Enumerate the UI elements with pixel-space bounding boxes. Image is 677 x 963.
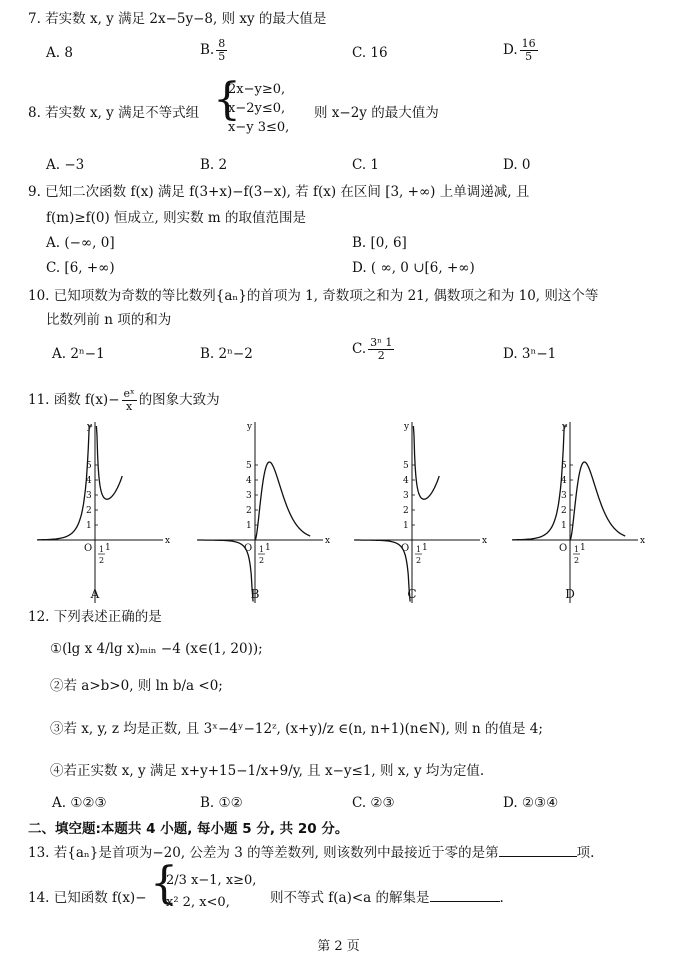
q8-option-d: D. 0 [503, 157, 531, 173]
x-tick-one: 1 [105, 543, 111, 553]
y-tick-label: 5 [403, 461, 409, 471]
y-tick-label: 2 [403, 506, 409, 516]
origin-label: O [401, 543, 410, 554]
curve-left [512, 426, 567, 540]
x-tick-half-num: 1 [574, 545, 580, 554]
page-footer: 第 2 页 [317, 939, 360, 954]
y-tick-label: 3 [246, 491, 252, 501]
y-tick-label: 4 [561, 476, 567, 486]
y-tick-label: 5 [561, 461, 567, 471]
q10-line1: 10. 已知项数为奇数的等比数列{aₙ}的首项为 1, 奇数项之和为 21, 偶数项之和为 10, 则这个等 [28, 288, 599, 304]
graph-C [352, 418, 492, 608]
x-axis-label: x [165, 536, 171, 546]
origin-label: O [244, 543, 253, 554]
q12-option-c: C. ②③ [352, 795, 395, 811]
q12-statement-1: ①(lg x 4/lg x)ₘᵢₙ −4 (x∈(1, 20)); [50, 641, 263, 657]
q8-system: 2x−y≥0, x−2y≤0, x−y 3≤0, [228, 82, 290, 135]
graph-label: A [90, 587, 100, 601]
q12-statement-3: ③若 x, y, z 均是正数, 且 3ˣ−4ʸ−12ᶻ, (x+y)/z ∈(n, n+1)(n∈N), 则 n 的值是 4; [50, 721, 543, 737]
q10-option-d: D. 3ⁿ−1 [503, 346, 557, 362]
curve-right [413, 426, 439, 499]
x-axis-label: x [482, 536, 488, 546]
graph-B [195, 418, 335, 608]
q9-line2: f(m)≥f(0) 恒成立, 则实数 m 的取值范围是 [46, 210, 307, 226]
q10-option-b: B. 2ⁿ−2 [200, 346, 253, 362]
y-tick-label: 3 [561, 491, 567, 501]
y-tick-label: 3 [86, 491, 92, 501]
x-tick-half-den: 2 [574, 556, 580, 565]
x-tick-one: 1 [422, 543, 428, 553]
origin-label: O [84, 543, 93, 554]
curve-left [37, 426, 92, 540]
q13-text: 13. 若{aₙ}是首项为−20, 公差为 3 的等差数列, 则该数列中最接近于零的是第 项. [28, 845, 595, 861]
graph-label: C [407, 587, 417, 601]
q8-option-c: C. 1 [352, 157, 380, 173]
x-tick-half-den: 2 [416, 556, 422, 565]
graph-A [35, 418, 175, 608]
q14-brace: { [150, 858, 178, 909]
x-axis-label: x [325, 536, 331, 546]
q14-prefix: 14. 已知函数 f(x)− [28, 890, 147, 906]
y-tick-label: 4 [86, 476, 92, 486]
q9-line1: 9. 已知二次函数 f(x) 满足 f(3+x)−f(3−x), 若 f(x) 在区间 [3, +∞) 上单调递减, 且 [28, 184, 530, 200]
q12-stem: 12. 下列表述正确的是 [28, 609, 162, 625]
q7-option-c: C. 16 [352, 45, 388, 61]
q14-blank [430, 889, 500, 902]
q11-stem: 11. 函数 f(x)− $\frac{\text{eˣ}}{x}$ 的图象大致为 [28, 387, 220, 413]
y-tick-label: 5 [86, 461, 92, 471]
q9-option-a: A. (−∞, 0] [46, 235, 115, 251]
x-tick-half-num: 1 [416, 545, 422, 554]
y-tick-label: 1 [561, 521, 567, 531]
y-axis-label: y [247, 422, 253, 432]
q7-option-b: B. $\frac{8}{5}$ [200, 37, 226, 63]
y-tick-label: 1 [246, 521, 252, 531]
y-tick-label: 1 [403, 521, 409, 531]
x-tick-half-den: 2 [259, 556, 265, 565]
origin-label: O [559, 543, 568, 554]
x-tick-half-num: 1 [259, 545, 265, 554]
q8-brace: { [213, 74, 241, 125]
section-2-title: 二、填空题:本题共 4 小题, 每小题 5 分, 共 20 分。 [28, 821, 349, 837]
q7-option-d: D. $\frac{16}{5}$ [503, 37, 536, 63]
y-tick-label: 2 [86, 506, 92, 516]
q7-stem: 7. 若实数 x, y 满足 2x−5y−8, 则 xy 的最大值是 [28, 11, 327, 27]
x-tick-one: 1 [580, 543, 586, 553]
q10-option-a: A. 2ⁿ−1 [52, 346, 105, 362]
q8-option-a: A. −3 [46, 157, 85, 173]
graph-label: B [250, 587, 260, 601]
q10-line2: 比数列前 n 项的和为 [46, 312, 172, 328]
q13-blank [499, 844, 577, 857]
y-tick-label: 4 [403, 476, 409, 486]
y-axis-label: y [404, 422, 410, 432]
q12-statement-4: ④若正实数 x, y 满足 x+y+15−1/x+9/y, 且 x−y≤1, 则 x, y 均为定值. [50, 763, 485, 779]
y-tick-label: 2 [561, 506, 567, 516]
y-tick-label: 2 [246, 506, 252, 516]
curve-right [255, 462, 310, 540]
y-tick-label: 1 [86, 521, 92, 531]
curve-right [570, 462, 625, 540]
q12-option-a: A. ①②③ [52, 795, 107, 811]
x-tick-half-den: 2 [99, 556, 105, 565]
x-axis-label: x [640, 536, 646, 546]
q9-option-c: C. [6, +∞) [46, 260, 115, 276]
q8-suffix: 则 x−2y 的最大值为 [314, 105, 439, 121]
q14-cases: 2/3 x−1, x≥0, x² 2, x<0, [166, 873, 257, 910]
q12-option-d: D. ②③④ [503, 795, 559, 811]
q10-option-c: C. $\frac{\text{3ⁿ 1}}{2}$ [352, 336, 393, 362]
x-tick-half-num: 1 [99, 545, 105, 554]
y-axis-label: y [562, 422, 568, 432]
q9-option-b: B. [0, 6] [352, 235, 407, 251]
q12-option-b: B. ①② [200, 795, 243, 811]
q9-option-d: D. ( ∞, 0 ∪[6, +∞) [352, 260, 475, 276]
q7-option-a: A. 8 [46, 45, 73, 61]
q8-prefix: 8. 若实数 x, y 满足不等式组 [28, 105, 200, 121]
x-tick-one: 1 [265, 543, 271, 553]
graph-label: D [565, 587, 575, 601]
q14-suffix: 则不等式 f(a)<a 的解集是 . [270, 890, 504, 906]
q8-option-b: B. 2 [200, 157, 228, 173]
y-axis-label: y [87, 422, 93, 432]
graph-D [510, 418, 650, 608]
q12-statement-2: ②若 a>b>0, 则 ln b/a <0; [50, 678, 223, 694]
y-tick-label: 5 [246, 461, 252, 471]
curve-right [96, 426, 122, 499]
y-tick-label: 4 [246, 476, 252, 486]
y-tick-label: 3 [403, 491, 409, 501]
